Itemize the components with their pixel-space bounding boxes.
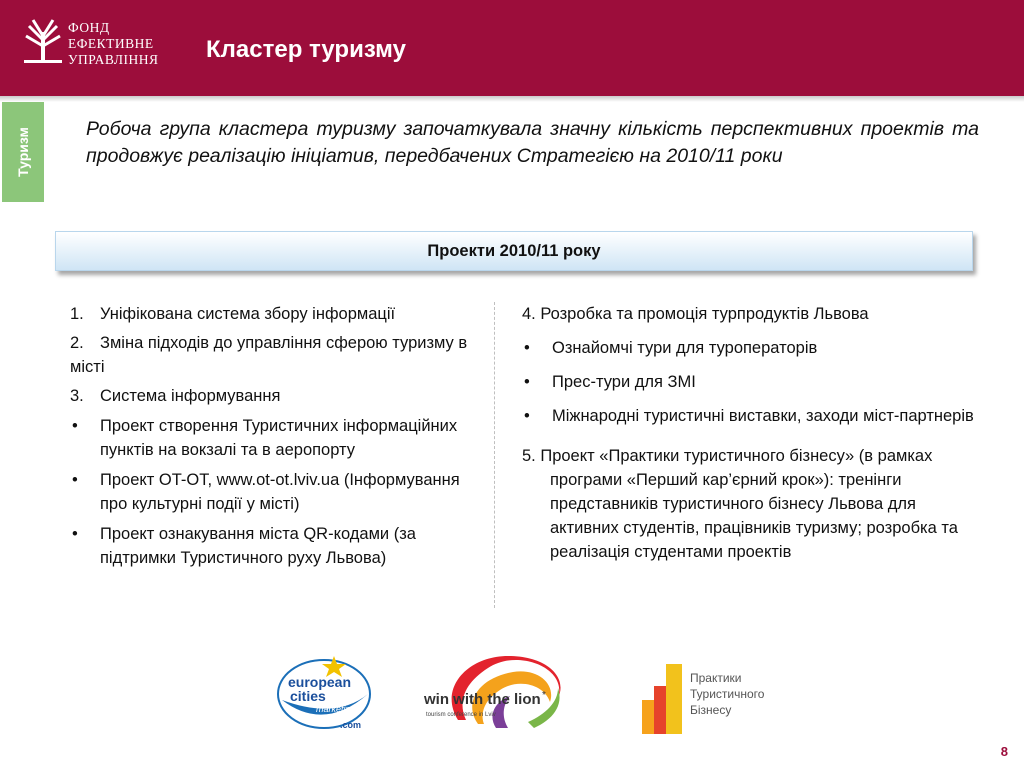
left-column (70, 302, 485, 570)
ecm-line-3: marketing (316, 704, 356, 714)
logo-text (68, 20, 158, 68)
item-number: 3. (70, 387, 84, 405)
right-column (522, 302, 977, 564)
list-item (70, 331, 485, 379)
bullet-icon: • (524, 373, 530, 391)
column-divider (494, 302, 495, 608)
bullet-text: Міжнародні туристичні виставки, заходи міст-партнерів (552, 407, 974, 425)
fund-logo (24, 18, 174, 74)
list-item (70, 384, 485, 408)
tourism-business-practices-logo (640, 658, 770, 738)
bullet-text: Прес-тури для ЗМІ (552, 373, 696, 391)
section-title-bar (55, 231, 973, 271)
ecm-line-1: european (288, 674, 352, 690)
item-text: Уніфікована система збору інформації (100, 305, 396, 323)
bullet-text: Проект OT-OT, www.ot-ot.lviv.ua (Інформування про культурні події у місті) (100, 471, 460, 513)
partner-logos (0, 648, 1024, 738)
bullet-text: Ознайомчі тури для туроператорів (552, 339, 818, 357)
european-cities-marketing-logo (276, 654, 376, 734)
bullet-item (70, 468, 485, 516)
bullet-item (522, 404, 977, 428)
wwtl-sub-text: tourism conference in Lviv (426, 712, 496, 718)
wwtl-star: * (542, 690, 546, 701)
ptb-line-1: Практики (690, 671, 742, 685)
side-tab-label: Туризм (15, 127, 31, 177)
item-number: 2. (70, 334, 84, 352)
ecm-line-4: .com (340, 720, 362, 730)
item-text: Зміна підходів до управління сферою туризму в місті (70, 334, 468, 376)
bullet-item (522, 370, 977, 394)
bullet-icon: • (72, 417, 78, 435)
bullet-icon: • (72, 525, 78, 543)
tree-logo-icon (24, 18, 62, 64)
header-shadow (0, 96, 1024, 102)
page-title: Кластер туризму (206, 36, 406, 63)
page-number: 8 (1000, 744, 1008, 759)
item-text: Система інформування (100, 387, 281, 405)
win-with-the-lion-logo (418, 648, 578, 738)
logo-line-2: ЕФЕКТИВНЕ (68, 36, 154, 51)
bullet-icon: • (72, 471, 78, 489)
intro-text: Робоча група кластера туризму започаткувала значну кількість перспективних проектів та продовжує реалізацію ініціатив, передбачених Стратегією на 2010/11 роки (86, 118, 979, 167)
item-5-text: 5. Проект «Практики туристичного бізнесу» (в рамках програми «Перший кар’єрний крок»): тренінги представників туристичного бізнесу Львова для активних студентів, працівників туризму; розробка та реалізація студентами проектів (522, 447, 958, 561)
bullet-item (70, 522, 485, 570)
bullet-icon: • (524, 407, 530, 425)
bullet-item (70, 414, 485, 462)
ptb-line-2: Туристичного (690, 687, 765, 701)
ecm-line-2: cities (290, 688, 326, 704)
ptb-line-3: Бізнесу (690, 703, 732, 717)
logo-line-1: ФОНД (68, 20, 110, 35)
wwtl-main-text: win with the lion (424, 691, 541, 708)
header-bar (0, 0, 1024, 96)
bullet-item (522, 336, 977, 360)
section-title: Проекти 2010/11 року (427, 242, 601, 260)
item-number: 1. (70, 305, 84, 323)
bullet-icon: • (524, 339, 530, 357)
logo-line-3: УПРАВЛІННЯ (68, 52, 159, 67)
item-4-heading: 4. Розробка та промоція турпродуктів Львова (522, 305, 869, 323)
list-item (70, 302, 485, 326)
side-tab-tourism (2, 102, 44, 202)
bullet-text: Проект ознакування міста QR-кодами (за підтримки Туристичного руху Львова) (100, 525, 416, 567)
bullet-text: Проект створення Туристичних інформаційних пунктів на вокзалі та в аеропорту (100, 417, 458, 459)
